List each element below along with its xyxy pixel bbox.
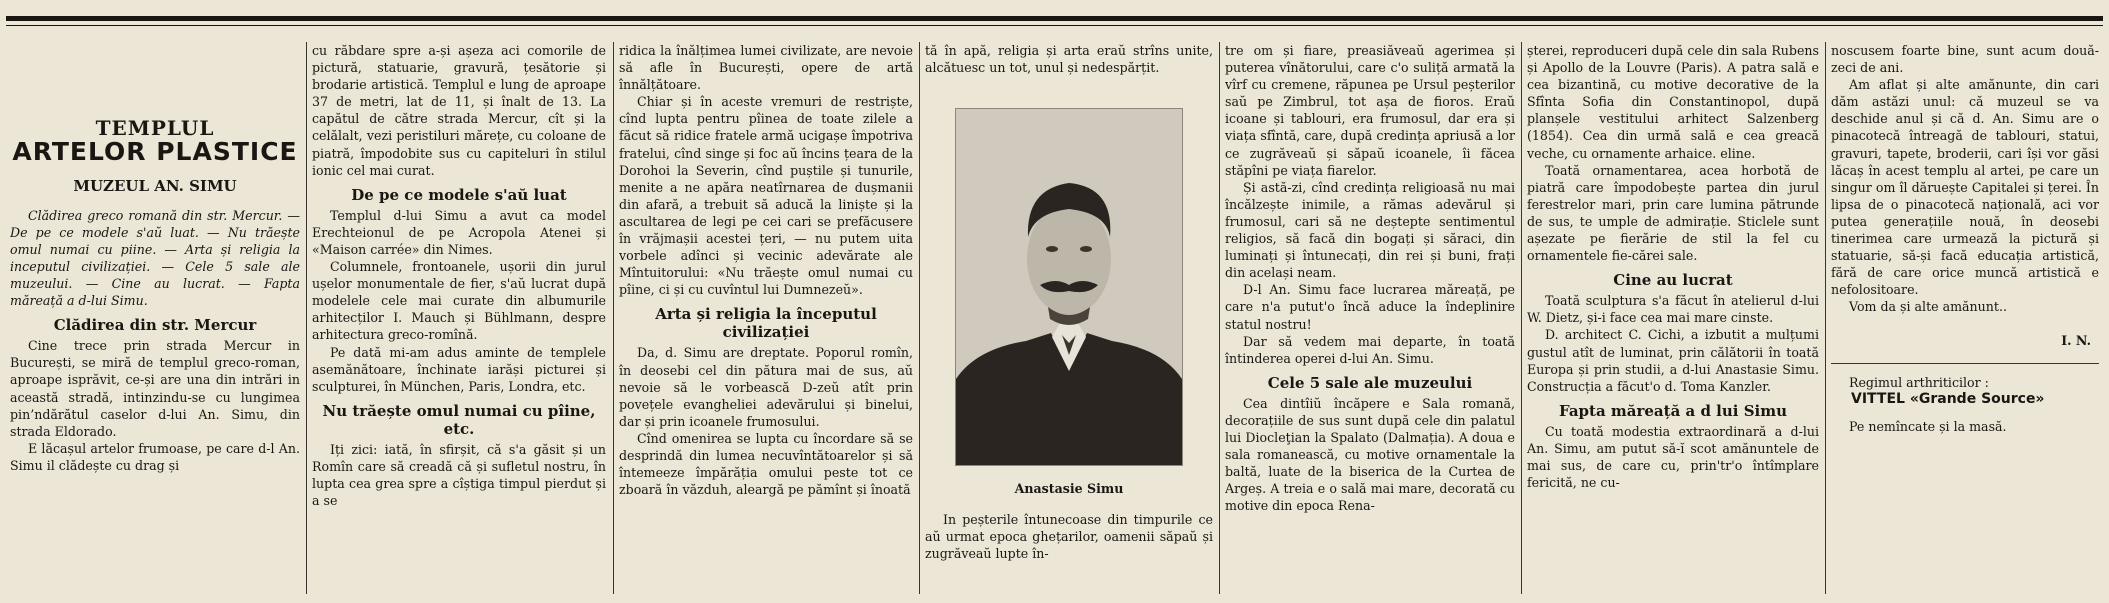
column-divider	[613, 42, 614, 594]
column-last	[1831, 42, 2099, 594]
paragraph-continued: șterei, reproduceri după cele din sala Rubens și Apollo de la Louvre (Paris). A patra sală e cea bizantină, cu motive decorative de la Sfînta Sofia din Constantinopol, după planșele vestitului arhitect Salzenberg (1854). Cea din urmă sală e cea greacă veche, cu ornamente arhaice. eline.	[1527, 43, 1819, 161]
paragraph: Iți zici: iată, în sfirșit, că s'a găsit și un Romîn care să creadă că și sufletul nostru, în lupta cea grea spre a cîștiga timpul pierdut și a se	[312, 441, 606, 509]
paragraph: Și astă-zi, cînd credința religioasă nu mai încălzește inimile, a rămas adevărul și frumosul, cari să ne deștepte sentimentul religios, să facă din bogați și săraci, din luminați și întunecați, din rei și buni, frați din același neam.	[1225, 179, 1515, 281]
portrait-image	[956, 109, 1182, 465]
column	[1527, 42, 1819, 594]
paragraph: Cine trece prin strada Mercur in București, se miră de templul greco-roman, aproape isprăvit, ce-și are una din intrări in această stradă, intinzindu-se cu lungimea pin’ndărătul caselor d-lui An. Simu, din strada Eldorado.	[10, 338, 300, 439]
section-heading: Nu trăește omul numai cu pîine, etc.	[322, 401, 596, 438]
paragraph: Toată sculptura s'a făcut în atelierul d-lui W. Dietz, și-i face cea mai mare cinste.	[1527, 293, 1819, 326]
column-divider	[1219, 42, 1220, 594]
section-heading: De pe ce modele s'aŭ luat	[351, 185, 567, 204]
column-divider	[919, 42, 920, 594]
column-body	[1831, 42, 2099, 316]
article-summary: Clădirea greco romană din str. Mercur. — De pe ce modele s'aŭ luat. — Nu trăește omul numai cu piine. — Arta și religia la inceputul civilizației. — Cele 5 sale ale muzeului. — Cine au lucrat. — Fapta măreață a d-lui Simu.	[10, 208, 300, 309]
paragraph: Toată ornamentarea, acea horbotă de piatră care împodobește partea din jurul ferestrelor mari, prin care lumina pătrunde de sus, te umple de admirație. Sticlele sunt așezate pe fierărie de stil la fel cu ornamentele fie-cărei sale.	[1527, 162, 1819, 264]
paragraph: Cu toată modestia extraordinară a d-lui An. Simu, am putut să-ĭ scot amănuntele de mai sus, de care cu, prin'tr'o întîmplare fericită, ne cu-	[1527, 423, 1819, 491]
paragraph: Cînd omenirea se lupta cu încordare să se desprindă din lumea necuvîntătoarelor și să întemeeze împărăția omului peste tot ce zboară în văzduh, aleargă pe pămînt și înoată	[619, 430, 913, 498]
column	[1225, 42, 1515, 594]
paragraph: Cea dintîiŭ încăpere e Sala romană, decorațiile de sus sunt după cele din palatul lui Diocleţian la Spalato (Dalmația). A doua e sala romanească, cu motive ornamentale la baltă, luate de la biserica de la Curtea de Argeș. A treia e o sală mai mare, decorată cu motive din epoca Rena-	[1225, 395, 1515, 514]
author-signature: I. N.	[2061, 332, 2091, 348]
paragraph: E lăcașul artelor frumoase, pe care d-l An. Simu il clădește cu drag și	[10, 440, 300, 473]
paragraph-continued: tă în apă, religia și arta eraŭ strîns unite, alcătuesc un tot, unul și nedespărțit.	[925, 43, 1213, 76]
paragraph-continued: noscusem foarte bine, sunt acum două-zeci de ani.	[1831, 43, 2099, 76]
article-title: ARTELOR PLASTICE	[12, 137, 298, 167]
column-body	[10, 316, 300, 474]
paragraph: Da, d. Simu are dreptate. Poporul romîn, în deosebi cel din pătura mai de sus, aŭ nevoie să le vorbească D-zeŭ atît prin povețele evangheliei adevărului și binelui, dar și prin icoanele frumosului.	[619, 345, 913, 429]
paragraph: Vom da și alte amănunt..	[1849, 299, 2007, 315]
column-divider	[1521, 42, 1522, 594]
paragraph: In peșterile întunecoase din timpurile ce aŭ urmat epoca ghețarilor, oamenii săpaŭ și zugrăveaŭ lupte în-	[925, 512, 1213, 562]
section-heading: Cele 5 sale ale muzeului	[1267, 373, 1473, 392]
column-body	[925, 42, 1213, 76]
section-heading: Fapta măreață a d lui Simu	[1558, 401, 1788, 420]
photo-caption: Anastasie Simu	[1014, 481, 1124, 497]
ad-line-2: VITTEL «Grande Source»	[1851, 390, 2045, 407]
paragraph: Columnele, frontoanele, ușorii din jurul ușelor monumentale de fier, s'aŭ lucrat după modelele cele mai curate din albumurile arhitecților I. Mauch și Bühlmann, despre arhitectura greco-romînă.	[312, 259, 606, 343]
column-body-after-photo	[925, 511, 1213, 562]
paragraph-continued: tre om și fiare, preasiăveaŭ agerimea și puterea vînătorului, care c'o suliță armată la vîrf cu cremene, răpunea pe Ursul peșterilor saŭ pe Zimbrul, tot așa de fioros. Eraŭ icoane și tablouri, era frumosul, dar era și viața sfîntă, care, după credința apriusă a lor ce zugrăveaŭ și săpaŭ icoanele, îi făcea stăpîni pe viața fiarelor.	[1225, 43, 1515, 178]
column	[619, 42, 913, 594]
column	[312, 42, 606, 594]
paragraph-continued: cu răbdare spre a-și așeza aci comorile de pictură, statuarie, gravură, țesătorie și brodarie artistică. Templul e lung de aproape 37 de metri, lat de 11, și înalt de 13. La capătul de către strada Mercur, cît și la celălalt, vezi peristiluri mărețe, cu coloane de piatră, împodobite sus cu capiteluri în stilul ionic cel mai curat.	[312, 43, 606, 178]
paragraph: Templul d-lui Simu a avut ca model Erechteionul de pe Acropola Atenei și «Maison carrée» din Nimes.	[312, 207, 606, 257]
masthead-rule-thin	[6, 25, 2103, 26]
paragraph: Dar să vedem mai departe, în toată întinderea operei d-lui An. Simu.	[1225, 333, 1515, 366]
column-title	[10, 42, 300, 594]
paragraph-continued: ridica la înălțimea lumei civilizate, are nevoie să afle în București, opere de artă înnălțătoare.	[619, 43, 913, 93]
section-heading: Clădirea din str. Mercur	[53, 316, 257, 335]
ad-line-1: Regimul arthriticilor :	[1849, 374, 1989, 390]
article-title-small: TEMPLUL	[95, 116, 215, 140]
paragraph: Chiar și în aceste vremuri de restriște, cînd lupta pentru pîinea de toate zilele a făcut să ridice fratele armă ucigașe împotriva fratelui, cînd singe și foc aŭ încins țeara de la Dorohoi la Severin, cînd puștile și tunurile, menite a ne apăra neatîrnarea de dușmanii din afară, a trebuit să aducă la liniște și la ascultarea de legi pe cei cari se prefăcusere în vrăjmașii acestei țeri, — nu putem uita vorbele adînci și vecinic adevărate ale Mîntuitorului: «Nu trăește omul numai cu pîine, ci și cu cuvîntul lui Dumnezeŭ».	[619, 94, 913, 298]
paragraph: D-l An. Simu face lucrarea măreață, pe care n'a putut'o încă aduce la îndeplinire statul nostru!	[1225, 282, 1515, 332]
paragraph: Am aflat și alte amănunte, din cari dăm astăzi unul: că muzeul se va deschide anul și că d. An. Simu are o pinacotecă întreagă de tablouri, statui, gravuri, tapete, broderii, cari își vor găsi lăcaș în acest templu al artei, pe care un singur om îl dăruește Capitalei și țerei. În lipsa de o pinacotecă națională, aci vor putea generațiile nouă, în deosebi tinerimea care urmează la pictură și statuarie, să-și facă educația artistică, fără de care orice muncă artistică e nefolositoare.	[1831, 77, 2099, 298]
masthead-rule	[6, 16, 2103, 21]
paragraph: Pe dată mi-am adus aminte de templele asemănătoare, închinate iarăși picturei și sculpturei, în München, Paris, Londra, etc.	[312, 344, 606, 394]
column-photo	[925, 42, 1213, 594]
ad-line-3: Pe nemîncate și la masă.	[1849, 418, 2007, 434]
separator-line	[1831, 363, 2099, 364]
portrait-photo	[955, 108, 1183, 466]
paragraph: D. architect C. Cichi, a izbutit a mulțumi gustul atît de luminat, prin călătorii în toată Europa și prin studii, a d-lui Anastasie Simu. Construcția a făcut'o d. Toma Kanzler.	[1527, 327, 1819, 394]
column-divider	[1825, 42, 1826, 594]
column-divider	[306, 42, 307, 594]
section-heading: Cine au lucrat	[1613, 271, 1733, 290]
article-subtitle: MUZEUL AN. SIMU	[73, 177, 237, 196]
section-heading: Arta și religia la începutul civilizației	[655, 305, 877, 342]
newspaper-page	[6, 32, 2103, 597]
